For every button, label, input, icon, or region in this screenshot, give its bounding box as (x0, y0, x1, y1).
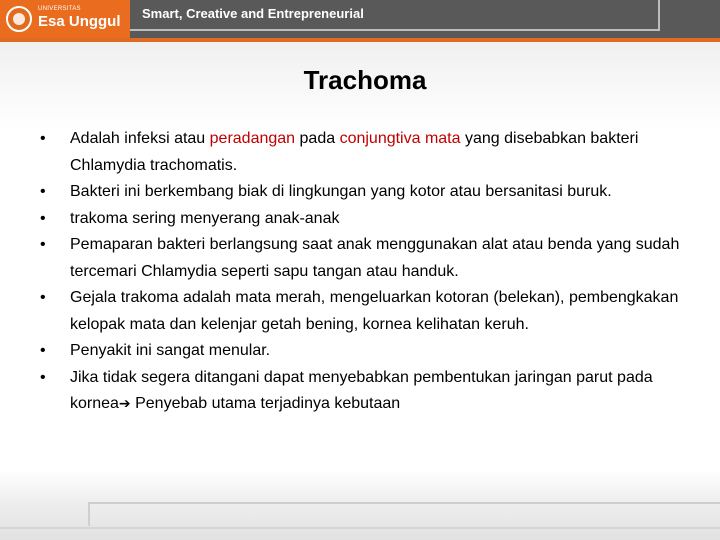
header-accent-line (0, 38, 720, 42)
bullet-text: pada (295, 130, 340, 147)
footer-divider (0, 527, 720, 529)
bullet-item: • Bakteri ini berkembang biak di lingkungan yang kotor atau bersanitasi buruk. (70, 179, 688, 206)
logo-emblem-icon (6, 6, 32, 32)
bullet-text: yang disebabkan bakteri Chlamydia trachomatis. (70, 130, 639, 174)
header-frame-line (130, 0, 660, 31)
highlight-text: peradangan (209, 130, 296, 147)
bullet-item: • Gejala trakoma adalah mata merah, mengeluarkan kotoran (belekan), pembengkakan kelopak mata dan kelenjar getah bening, kornea kelihatan keruh. (70, 285, 688, 338)
bullet-text: Adalah infeksi atau (70, 130, 210, 147)
highlight-text: conjungtiva mata (339, 130, 461, 147)
bullet-item: • Penyakit ini sangat menular. (70, 338, 688, 365)
footer-frame-line (88, 502, 720, 526)
bullet-list (70, 126, 688, 418)
slide-title: Trachoma (303, 65, 427, 95)
right-arrow-icon: ➔ (118, 396, 131, 412)
bullet-item (70, 365, 688, 418)
header-tagline: Smart, Creative and Entrepreneurial (142, 6, 364, 21)
logo-name: Esa Unggul (38, 13, 121, 30)
bullet-item (70, 126, 688, 179)
university-logo (0, 0, 130, 38)
bullet-text: Penyebab utama terjadinya kebutaan (130, 395, 401, 412)
bullet-text: Jika tidak segera ditangani dapat menyebabkan pembentukan jaringan parut pada kornea (70, 368, 653, 412)
bullet-item: • trakoma sering menyerang anak-anak (70, 206, 688, 233)
bullet-item: • Pemaparan bakteri berlangsung saat anak menggunakan alat atau benda yang sudah tercemari Chlamydia seperti sapu tangan atau handuk. (70, 232, 688, 285)
logo-subtitle: UNIVERSITAS (38, 6, 81, 12)
